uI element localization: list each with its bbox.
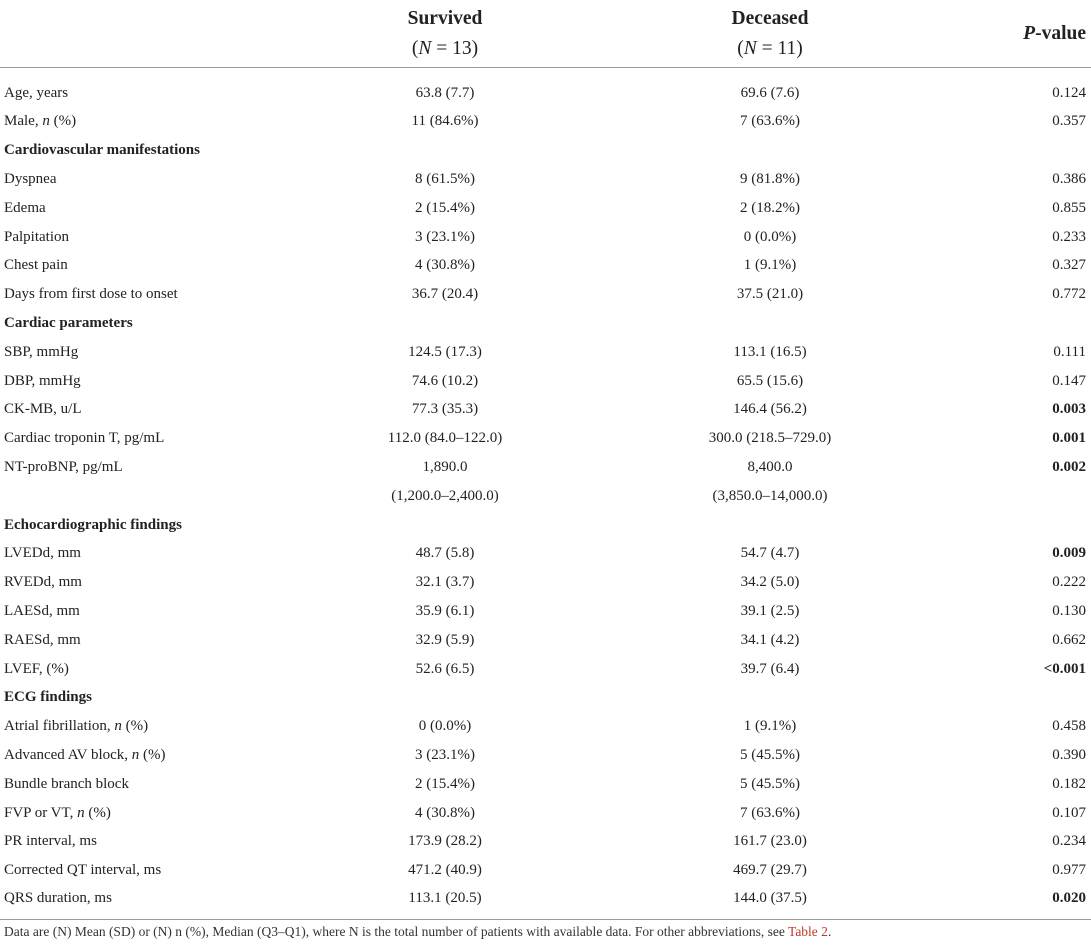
- cell-survived: 4 (30.8%): [415, 257, 475, 274]
- table-row: [0, 856, 1091, 885]
- header-survived: [290, 0, 600, 68]
- cell-empty: [290, 309, 600, 338]
- row-label: SBP, mmHg: [4, 343, 79, 360]
- cell-survived: 35.9 (6.1): [415, 602, 475, 619]
- row-label: CK-MB, u/L: [4, 401, 82, 418]
- row-label: LVEF, (%): [4, 660, 69, 677]
- cell-survived: 3 (23.1%): [415, 228, 475, 245]
- cell-pvalue: 0.002: [1052, 458, 1086, 475]
- header-pvalue: P-value: [940, 0, 1091, 68]
- table-row: [0, 165, 1091, 194]
- cell-pvalue: 0.233: [1052, 228, 1086, 245]
- table-row: [0, 424, 1091, 453]
- cell-pvalue: 0.009: [1052, 545, 1086, 562]
- cell-empty: [600, 309, 940, 338]
- cell-survived: 48.7 (5.8): [415, 545, 475, 562]
- cell-deceased: 65.5 (15.6): [736, 372, 804, 389]
- cell-survived: 2 (15.4%): [415, 199, 475, 216]
- cell-survived: 124.5 (17.3): [408, 343, 482, 360]
- cell-pvalue: 0.390: [1052, 746, 1086, 763]
- cell-deceased: 5 (45.5%): [740, 746, 800, 763]
- cell-pvalue: 0.147: [1052, 372, 1086, 389]
- cell-survived: 63.8 (7.7): [415, 84, 475, 101]
- row-label: RAESd, mm: [4, 631, 81, 648]
- cell-pvalue: 0.020: [940, 885, 1091, 919]
- table-row: [0, 770, 1091, 799]
- cell-survived: 36.7 (20.4): [411, 286, 479, 303]
- row-label: LVEDd, mm: [4, 545, 81, 562]
- table-footnote: [4, 924, 831, 940]
- cell-deceased: 9 (81.8%): [740, 170, 800, 187]
- cell-pvalue: <0.001: [1043, 660, 1086, 677]
- cell-survived: 2 (15.4%): [415, 775, 475, 792]
- table-row: [0, 108, 1091, 137]
- table-row: [0, 799, 1091, 828]
- section-label: Echocardiographic findings: [4, 516, 182, 533]
- cell-empty: [290, 511, 600, 540]
- cell-survived: 8 (61.5%): [415, 170, 475, 187]
- cell-deceased: 469.7 (29.7): [733, 862, 807, 879]
- table-row: [0, 539, 1091, 568]
- cell-pvalue: 0.111: [1053, 343, 1086, 360]
- cell-deceased: 37.5 (21.0): [736, 286, 804, 303]
- cell-survived: 1,890.0: [422, 458, 468, 475]
- cell-deceased: 5 (45.5%): [740, 775, 800, 792]
- cell-survived: 3 (23.1%): [415, 746, 475, 763]
- cell-deceased: 144.0 (37.5): [600, 885, 940, 919]
- cell-pvalue: 0.855: [1052, 199, 1086, 216]
- cell-survived: 113.1 (20.5): [290, 885, 600, 919]
- cell-empty: [600, 683, 940, 712]
- header-row: [0, 0, 1091, 68]
- cell-survived: 32.1 (3.7): [415, 574, 475, 591]
- cell-survived: (1,200.0–2,400.0): [391, 487, 499, 504]
- section-label: Cardiac parameters: [4, 314, 133, 331]
- cell-deceased: 69.6 (7.6): [740, 84, 800, 101]
- cell-deceased: 34.1 (4.2): [740, 631, 800, 648]
- cell-pvalue: 0.977: [1052, 862, 1086, 879]
- cell-deceased: 7 (63.6%): [740, 804, 800, 821]
- cell-deceased: (3,850.0–14,000.0): [712, 487, 828, 504]
- header-survived-title: Survived: [407, 7, 483, 29]
- table-row: [0, 626, 1091, 655]
- cell-pvalue: 0.234: [1052, 833, 1086, 850]
- cell-pvalue: 0.107: [1052, 804, 1086, 821]
- table-row: [0, 68, 1091, 108]
- cell-pvalue: 0.182: [1052, 775, 1086, 792]
- table-row: [0, 367, 1091, 396]
- table-row: [0, 712, 1091, 741]
- row-label: Advanced AV block, n (%): [4, 746, 166, 763]
- cell-pvalue: 0.386: [1052, 170, 1086, 187]
- row-label: Age, years: [4, 84, 69, 101]
- header-deceased-n: (N = 11): [737, 37, 803, 59]
- row-label: RVEDd, mm: [4, 574, 82, 591]
- table-row: [0, 280, 1091, 309]
- cell-deceased: 8,400.0: [747, 458, 793, 475]
- cell-deceased: 54.7 (4.7): [740, 545, 800, 562]
- cell-empty: [600, 511, 940, 540]
- row-label: Chest pain: [4, 257, 68, 274]
- cell-deceased: 1 (9.1%): [743, 718, 797, 735]
- table-row: [0, 251, 1091, 280]
- cell-empty: [940, 309, 1091, 338]
- table-row: [0, 655, 1091, 684]
- table-row: [0, 223, 1091, 252]
- cell-deceased: 161.7 (23.0): [733, 833, 807, 850]
- cell-pvalue: [940, 482, 1091, 511]
- cell-survived: 32.9 (5.9): [415, 631, 475, 648]
- header-variable: [0, 0, 290, 68]
- section-label: ECG findings: [4, 689, 92, 706]
- row-label: Dyspnea: [4, 170, 57, 187]
- cell-empty: [940, 511, 1091, 540]
- header-deceased-title: Deceased: [731, 7, 809, 29]
- table-row: [0, 885, 1091, 919]
- row-label: [0, 482, 290, 511]
- row-label: NT-proBNP, pg/mL: [4, 458, 123, 475]
- cell-pvalue: 0.124: [1052, 84, 1086, 101]
- cell-empty: [290, 136, 600, 165]
- cell-deceased: 0 (0.0%): [743, 228, 797, 245]
- section-header-row: [0, 683, 1091, 712]
- cell-empty: [290, 683, 600, 712]
- table-row: [0, 194, 1091, 223]
- footnote-end: .: [827, 924, 832, 939]
- section-label: Cardiovascular manifestations: [4, 142, 200, 159]
- cell-survived: 11 (84.6%): [411, 113, 479, 130]
- cell-pvalue: 0.001: [1052, 430, 1086, 447]
- row-label: Cardiac troponin T, pg/mL: [4, 430, 165, 447]
- row-label: LAESd, mm: [4, 602, 80, 619]
- row-label: Atrial fibrillation, n (%): [4, 718, 149, 735]
- table-header: [0, 0, 1091, 68]
- section-header-row: [0, 136, 1091, 165]
- table-row: [0, 741, 1091, 770]
- row-label: Corrected QT interval, ms: [4, 862, 162, 879]
- cell-survived: 77.3 (35.3): [411, 401, 479, 418]
- row-label: QRS duration, ms: [0, 885, 290, 919]
- cell-pvalue: 0.222: [1052, 574, 1086, 591]
- cell-deceased: 300.0 (218.5–729.0): [708, 430, 832, 447]
- section-header-row: [0, 309, 1091, 338]
- footnote-table-link[interactable]: Table 2: [788, 924, 828, 939]
- header-survived-n: (N = 13): [411, 37, 479, 59]
- table-row: [0, 453, 1091, 482]
- cell-pvalue: 0.458: [1052, 718, 1086, 735]
- table-body: [0, 68, 1091, 920]
- cell-deceased: 146.4 (56.2): [733, 401, 807, 418]
- table-row: [0, 482, 1091, 511]
- cell-empty: [600, 136, 940, 165]
- cell-pvalue: 0.357: [1052, 113, 1086, 130]
- cell-empty: [940, 136, 1091, 165]
- cell-pvalue: 0.327: [1052, 257, 1086, 274]
- table-row: [0, 597, 1091, 626]
- row-label: Bundle branch block: [4, 775, 129, 792]
- row-label: DBP, mmHg: [4, 372, 81, 389]
- cell-deceased: 1 (9.1%): [743, 257, 797, 274]
- row-label: FVP or VT, n (%): [4, 804, 111, 821]
- cell-deceased: 7 (63.6%): [740, 113, 800, 130]
- cell-survived: 0 (0.0%): [418, 718, 472, 735]
- row-label: Days from first dose to onset: [4, 286, 178, 303]
- section-header-row: [0, 511, 1091, 540]
- table-row: [0, 568, 1091, 597]
- table-row: [0, 827, 1091, 856]
- cell-pvalue: 0.772: [1052, 286, 1086, 303]
- row-label: Edema: [4, 199, 46, 216]
- footnote-text: Data are (N) Mean (SD) or (N) n (%), Median (Q3–Q1), where N is the total number of patients with available data. For other abbreviations, see: [4, 924, 789, 939]
- cell-survived: 471.2 (40.9): [408, 862, 482, 879]
- cell-deceased: 39.1 (2.5): [740, 602, 800, 619]
- table-row: [0, 395, 1091, 424]
- cell-survived: 74.6 (10.2): [411, 372, 479, 389]
- header-deceased: [600, 0, 940, 68]
- row-label: Male, n (%): [4, 113, 77, 130]
- cell-deceased: 34.2 (5.0): [740, 574, 800, 591]
- cell-pvalue: 0.662: [1052, 631, 1086, 648]
- cell-deceased: 39.7 (6.4): [740, 660, 800, 677]
- cell-deceased: 2 (18.2%): [740, 199, 800, 216]
- cell-pvalue: 0.130: [1052, 602, 1086, 619]
- cell-survived: 112.0 (84.0–122.0): [387, 430, 503, 447]
- row-label: PR interval, ms: [4, 833, 97, 850]
- cell-deceased: 113.1 (16.5): [733, 343, 807, 360]
- cell-survived: 173.9 (28.2): [408, 833, 482, 850]
- row-label: Palpitation: [4, 228, 69, 245]
- table-row: [0, 338, 1091, 367]
- cell-empty: [940, 683, 1091, 712]
- cell-survived: 4 (30.8%): [415, 804, 475, 821]
- cell-survived: 52.6 (6.5): [415, 660, 475, 677]
- cell-pvalue: 0.003: [1052, 401, 1086, 418]
